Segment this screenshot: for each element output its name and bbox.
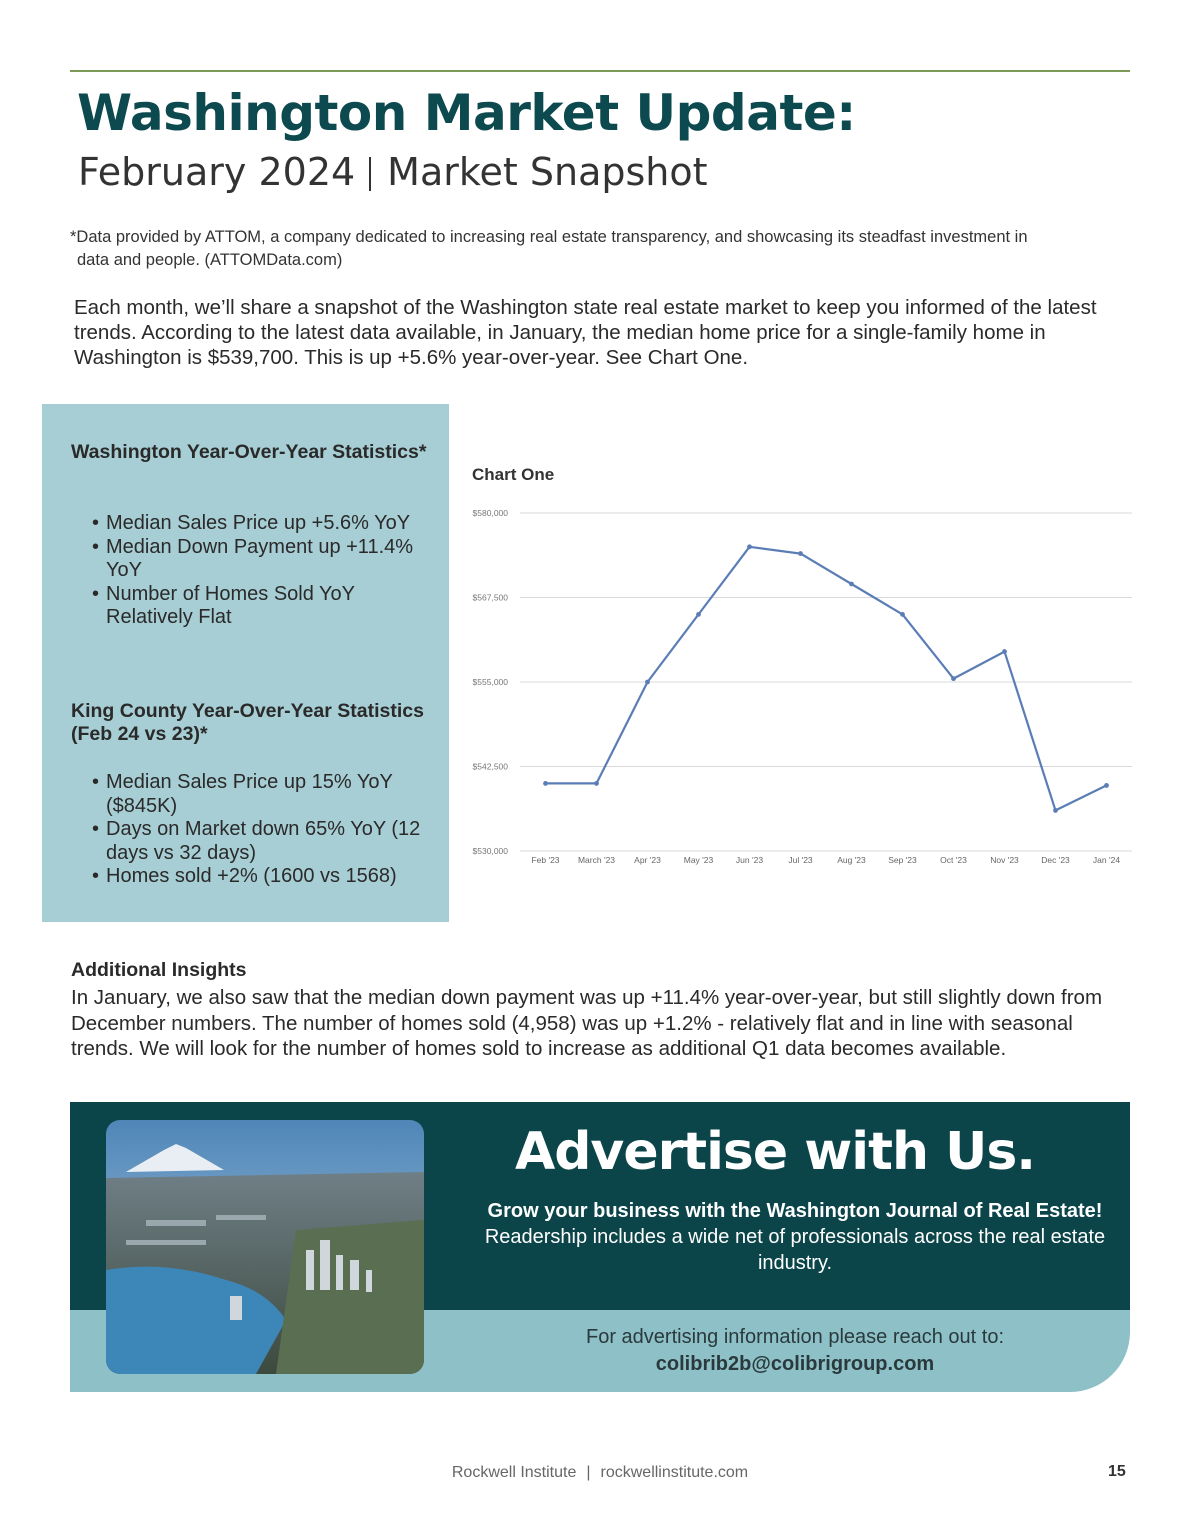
advertisement-banner[interactable] [70, 1102, 1130, 1392]
data-point [798, 551, 803, 556]
top-rule [70, 70, 1130, 72]
data-point [747, 544, 752, 549]
data-point [1002, 649, 1007, 654]
ad-contact [480, 1324, 1110, 1378]
source-note-line1: *Data provided by ATTOM, a company dedicated to increasing real estate transparency, and showcasing its steadfast investment in [70, 228, 1028, 246]
y-tick-label: $580,000 [472, 508, 508, 518]
x-tick-label: Jul '23 [788, 855, 813, 865]
source-note [70, 226, 1140, 272]
y-tick-label: $555,000 [472, 677, 508, 687]
page-number: 15 [1108, 1463, 1126, 1480]
ad-copy [480, 1198, 1110, 1276]
y-tick-label: $567,500 [472, 592, 508, 603]
stats-panel [42, 404, 449, 922]
data-point [594, 781, 599, 786]
line-chart [462, 500, 1142, 880]
wa-stats-heading: Washington Year-Over-Year Statistics* [71, 441, 427, 463]
subtitle-section: Market Snapshot [387, 150, 708, 194]
y-tick-label: $530,000 [472, 846, 508, 856]
series-line [546, 547, 1107, 811]
data-point [645, 680, 650, 685]
footer [0, 1464, 1200, 1482]
data-point [1053, 808, 1058, 813]
data-point [1104, 783, 1109, 788]
data-point [849, 582, 854, 587]
ad-email-link[interactable]: colibrib2b@colibrigroup.com [655, 1353, 935, 1375]
subtitle-separator [369, 157, 371, 191]
chart-title: Chart One [472, 465, 555, 484]
wa-stats-list [92, 512, 432, 630]
ad-copy-rest: Readership includes a wide net of professionals across the real estate industry. [484, 1226, 1106, 1274]
city-photo [106, 1120, 424, 1374]
x-tick-label: Oct '23 [940, 855, 967, 865]
subtitle-date: February 2024 [78, 150, 356, 194]
list-item: • Median Sales Price up 15% YoY ($845K) [92, 771, 432, 818]
list-item: • Homes sold +2% (1600 vs 1568) [92, 865, 432, 889]
x-tick-label: March '23 [577, 855, 616, 865]
data-point [696, 612, 701, 617]
y-tick-label: $542,500 [472, 761, 508, 772]
insights-heading: Additional Insights [71, 959, 247, 981]
x-tick-label: Feb '23 [531, 855, 560, 865]
list-item: • Number of Homes Sold YoY Relatively Flat [92, 583, 432, 630]
list-item: • Median Down Payment up +11.4% YoY [92, 536, 432, 583]
x-tick-label: Sep '23 [888, 855, 917, 865]
ad-contact-line: For advertising information please reach out to: [586, 1326, 1004, 1348]
ad-headline: Advertise with Us. [514, 1122, 1036, 1182]
x-tick-label: Jun '23 [735, 855, 764, 865]
ad-copy-bold: Grow your business with the Washington Journal of Real Estate! [487, 1200, 1103, 1222]
list-item: • Median Sales Price up +5.6% YoY [92, 512, 432, 536]
footer-site-link[interactable]: rockwellinstitute.com [600, 1464, 749, 1481]
x-tick-label: Nov '23 [990, 855, 1019, 865]
data-point [951, 676, 956, 681]
data-point [900, 612, 905, 617]
king-stats-list [92, 771, 432, 889]
intro-paragraph: Each month, we’ll share a snapshot of the Washington state real estate market to keep you informed of the latest trends. According to the latest data available, in January, the median home price for a single-family home in Washington is $539,700. This is up +5.6% year-over-year. See Chart One. [74, 296, 1097, 369]
x-tick-label: Aug '23 [837, 855, 866, 865]
page-title: Washington Market Update: [77, 84, 856, 142]
x-tick-label: Apr '23 [634, 855, 661, 865]
x-tick-label: Dec '23 [1041, 855, 1070, 865]
data-point [543, 781, 548, 786]
page-subtitle [78, 150, 708, 194]
king-stats-heading: King County Year-Over-Year Statistics (Feb 24 vs 23)* [71, 700, 424, 745]
x-tick-label: Jan '24 [1092, 855, 1121, 865]
source-note-line2: data and people. (ATTOMData.com) [77, 251, 343, 269]
footer-separator: | [586, 1464, 591, 1481]
x-tick-label: May '23 [683, 855, 714, 865]
footer-org: Rockwell Institute [451, 1464, 577, 1481]
insights-body: In January, we also saw that the median down payment was up +11.4% year-over-year, but still slightly down from December numbers. The number of homes sold (4,958) was up +1.2% - relatively flat and in line with seasonal trends. We will look for the number of homes sold to increase as additional Q1 data becomes available. [71, 986, 1103, 1060]
list-item: • Days on Market down 65% YoY (12 days vs 32 days) [92, 818, 432, 865]
